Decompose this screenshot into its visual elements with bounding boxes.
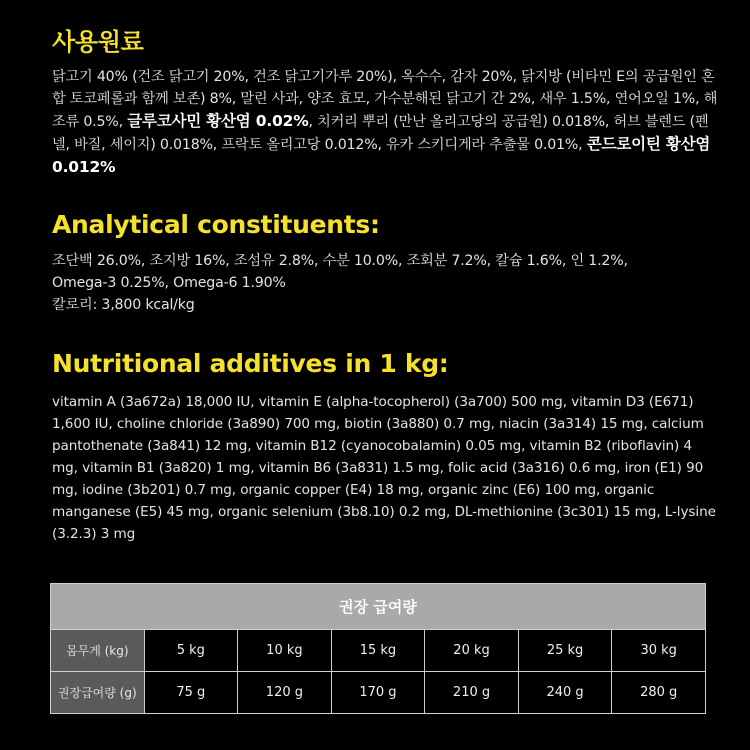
analytical-section	[52, 210, 720, 316]
additives-heading: Nutritional additives in 1 kg:	[52, 349, 449, 378]
analytical-line-3: 칼로리: 3,800 kcal/kg	[52, 297, 195, 313]
ingredients-text	[52, 66, 720, 179]
amount-row	[51, 672, 706, 714]
amount-cell: 280 g	[612, 672, 706, 714]
weight-cell: 10 kg	[238, 630, 332, 672]
amount-cell: 120 g	[238, 672, 332, 714]
additives-text: vitamin A (3a672a) 18,000 IU, vitamin E (alpha-tocopherol) (3a700) 500 mg, vitamin D3 (E671) 1,600 IU, choline chloride (3a890) 700 mg, biotin (3a880) 0.7 mg, niacin (3a314) 15 mg, calcium pantothenate (3a841) 12 mg, vitamin B12 (cyanocobalamin) 0.05 mg, vitamin B2 (riboflavin) 4 mg, vitamin B1 (3a820) 1 mg, vitamin B6 (3a831) 1.5 mg, folic acid (3a316) 0.6 mg, iron (E1) 90 mg, iodine (3b201) 0.7 mg, organic copper (E4) 18 mg, organic zinc (E6) 100 mg, organic manganese (E5) 45 mg, organic selenium (3b8.10) 0.2 mg, DL-methionine (3c301) 15 mg, L-lysine (3.2.3) 3 mg	[52, 394, 716, 542]
weight-cell: 20 kg	[425, 630, 519, 672]
analytical-line-1: 조단백 26.0%, 조지방 16%, 조섬유 2.8%, 수분 10.0%, 조회분 7.2%, 칼슘 1.6%, 인 1.2%,	[52, 253, 628, 269]
analytical-line-2: Omega-3 0.25%, Omega-6 1.90%	[52, 275, 286, 291]
ingredients-text-part1: 닭고기 40% (건조 닭고기 20%, 건조 닭고기가루 20%), 옥수수, 감자 20%, 닭지방 (비타민 E의 공급원인 혼합 토코페롤과 함께 보존) 8%, 말린 사과, 양조 효모, 가수분해된 닭고기 간 2%, 새우 1.5%, 연어오일 1%, 해조류 0.5%,	[52, 69, 718, 130]
analytical-text	[52, 250, 720, 316]
ingredients-heading: 사용원료	[52, 28, 144, 56]
weight-row	[51, 630, 706, 672]
ingredients-section	[52, 28, 720, 179]
analytical-heading: Analytical constituents:	[52, 210, 380, 239]
glucosamine-highlight: 글루코사민 황산염 0.02%	[127, 112, 309, 130]
weight-cell: 25 kg	[518, 630, 612, 672]
amount-cell: 210 g	[425, 672, 519, 714]
chondroitin-highlight: 콘드로이틴 황산염 0.012%	[52, 135, 711, 176]
feeding-table-title: 권장 급여량	[51, 584, 706, 630]
weight-row-label: 몸무게 (kg)	[51, 630, 145, 672]
weight-cell: 15 kg	[331, 630, 425, 672]
additives-section	[52, 349, 720, 545]
amount-row-label: 권장급여량 (g)	[51, 672, 145, 714]
feeding-table	[50, 583, 706, 714]
weight-cell: 30 kg	[612, 630, 706, 672]
amount-cell: 75 g	[144, 672, 238, 714]
ingredients-text-part2: , 치커리 뿌리 (만난 올리고당의 공급원) 0.018%, 허브 블렌드 (펜넬, 바질, 세이지) 0.018%, 프락토 올리고당 0.012%, 유카 스키디게라 추출물 0.01%,	[52, 114, 709, 153]
amount-cell: 170 g	[331, 672, 425, 714]
amount-cell: 240 g	[518, 672, 612, 714]
weight-cell: 5 kg	[144, 630, 238, 672]
